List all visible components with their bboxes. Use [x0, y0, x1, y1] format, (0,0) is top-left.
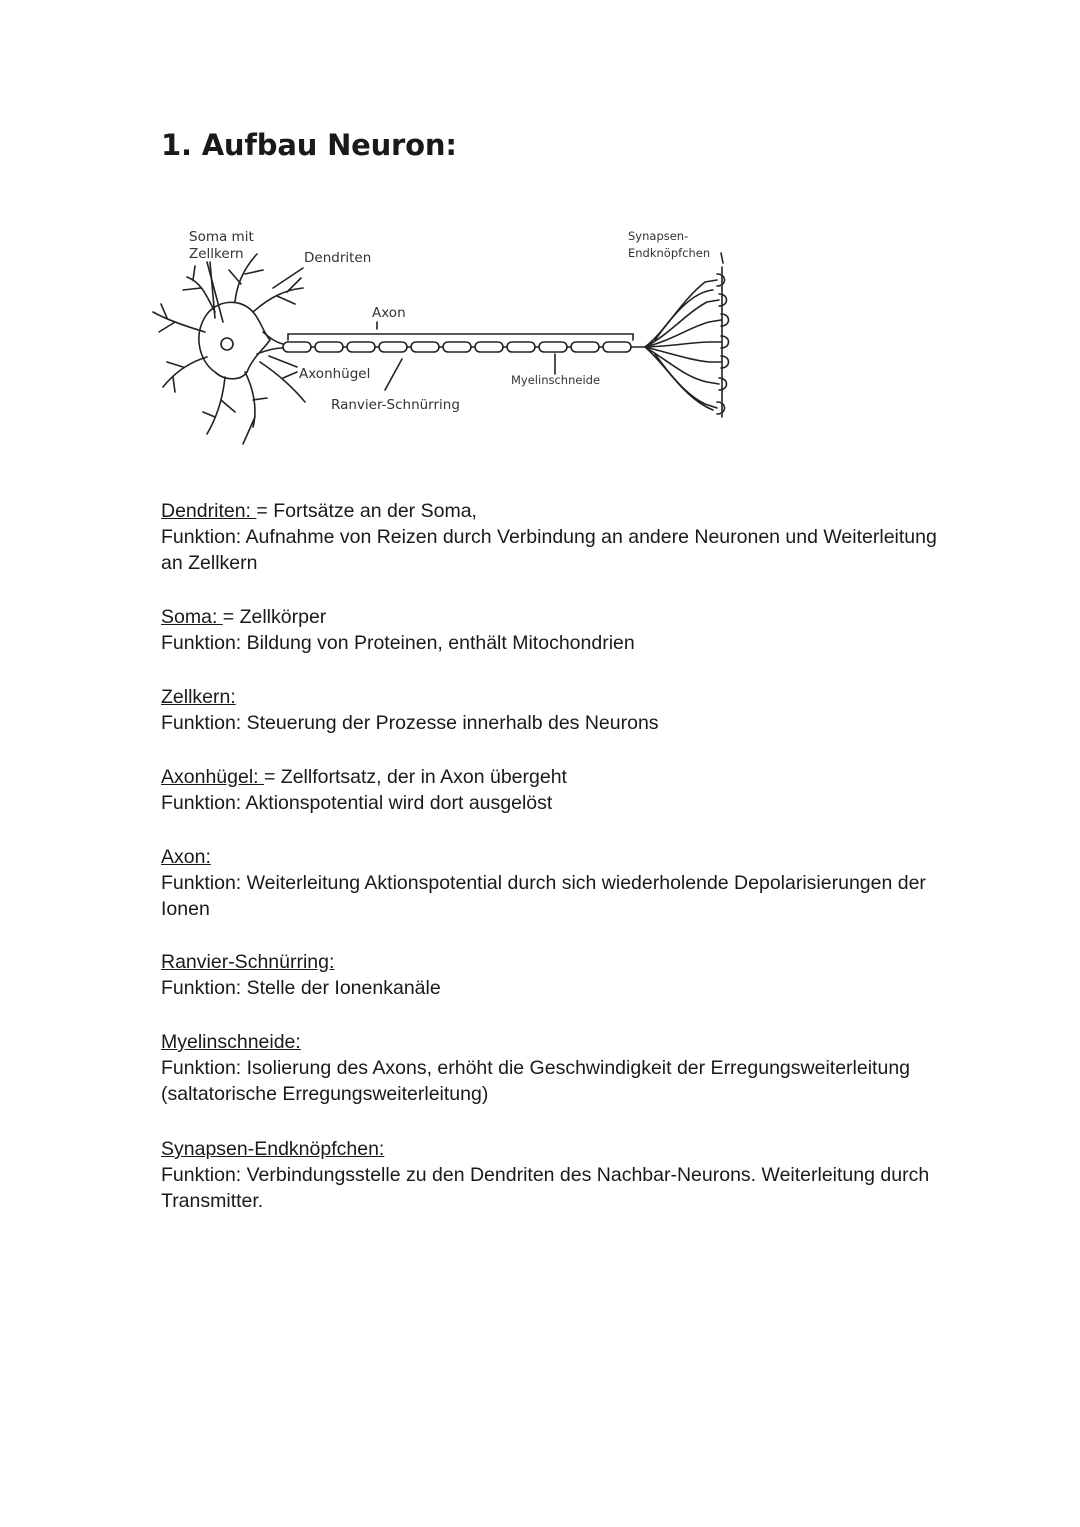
entry-term: Zellkern:	[161, 686, 236, 708]
label-synapsen-line1: Synapsen-	[628, 229, 689, 243]
entry-zellkern	[161, 684, 659, 736]
entry-definition: = Zellfortsatz, der in Axon übergeht	[264, 766, 567, 788]
zellkern	[221, 338, 233, 350]
entry-soma	[161, 604, 635, 656]
dendrite-3	[253, 278, 303, 312]
entry-function: Funktion: Verbindungsstelle zu den Dendriten des Nachbar-Neurons. Weiterleitung durch Transmitter.	[161, 1164, 930, 1212]
terminal-branch	[645, 280, 717, 347]
entry-term: Axonhügel:	[161, 766, 264, 788]
leader-synapsen	[721, 253, 723, 263]
label-myelinscheide: Myelinschneide	[511, 373, 601, 387]
myelin-segment	[347, 342, 375, 352]
neuron-diagram	[145, 222, 735, 457]
label-dendriten: Dendriten	[304, 250, 372, 266]
dendrite-6	[203, 377, 235, 434]
entry-term: Myelinschneide:	[161, 1031, 301, 1053]
entry-definition: = Fortsätze an der Soma,	[256, 500, 477, 522]
myelin-segment	[603, 342, 631, 352]
myelin-segment	[443, 342, 471, 352]
entry-function: Funktion: Aufnahme von Reizen durch Verbindung an andere Neuronen und Weiterleitung an Zellkern	[161, 526, 937, 574]
entry-dendriten	[161, 498, 961, 576]
entry-term: Dendriten:	[161, 500, 257, 522]
label-soma-line2: Zellkern	[189, 246, 244, 262]
label-soma-line1: Soma mit	[189, 229, 254, 245]
terminal-branch	[645, 320, 721, 347]
myelin-segment	[507, 342, 535, 352]
label-ranvier: Ranvier-Schnürring	[331, 397, 460, 413]
leader-dendriten	[273, 268, 303, 288]
entry-axon	[161, 844, 961, 922]
neuron-illustration	[145, 222, 735, 457]
myelin-segment	[475, 342, 503, 352]
entry-function: Funktion: Weiterleitung Aktionspotential durch sich wiederholende Depolarisierungen der Ionen	[161, 872, 926, 920]
entry-term: Axon:	[161, 846, 211, 868]
entry-term: Ranvier-Schnürring:	[161, 951, 335, 973]
entry-function: Funktion: Isolierung des Axons, erhöht die Geschwindigkeit der Erregungsweiterleitung (saltatorische Erregungsweiterleitung)	[161, 1057, 911, 1105]
entry-term: Synapsen-Endknöpfchen:	[161, 1138, 385, 1160]
entry-myelinscheide	[161, 1029, 961, 1107]
dendrite-7	[243, 372, 267, 444]
soma-outline	[199, 302, 270, 378]
entry-definition: = Zellkörper	[222, 606, 327, 628]
entry-function: Funktion: Stelle der Ionenkanäle	[161, 977, 441, 999]
terminal-branch	[645, 347, 719, 384]
leader-axonhuegel	[269, 356, 297, 367]
myelin-segment	[315, 342, 343, 352]
entry-function: Funktion: Aktionspotential wird dort ausgelöst	[161, 792, 553, 814]
dendrite-5	[163, 357, 207, 392]
entry-term: Soma:	[161, 606, 223, 628]
label-axonhuegel: Axonhügel	[299, 366, 371, 382]
entry-function: Funktion: Bildung von Proteinen, enthält Mitochondrien	[161, 632, 635, 654]
myelin-segment	[539, 342, 567, 352]
entry-synapsen-endknoepfchen	[161, 1136, 961, 1214]
myelin-segment	[283, 342, 311, 352]
dendrite-4	[153, 304, 205, 332]
myelin-segment	[379, 342, 407, 352]
label-axon: Axon	[372, 305, 406, 321]
myelin-segment	[411, 342, 439, 352]
page-title: 1. Aufbau Neuron:	[161, 128, 457, 162]
label-synapsen-line2: Endknöpfchen	[628, 246, 711, 260]
myelin-segment	[571, 342, 599, 352]
entry-axonhuegel	[161, 764, 567, 816]
entry-ranvier	[161, 949, 441, 1001]
entry-function: Funktion: Steuerung der Prozesse innerhalb des Neurons	[161, 712, 659, 734]
leader-ranvier	[385, 359, 402, 390]
